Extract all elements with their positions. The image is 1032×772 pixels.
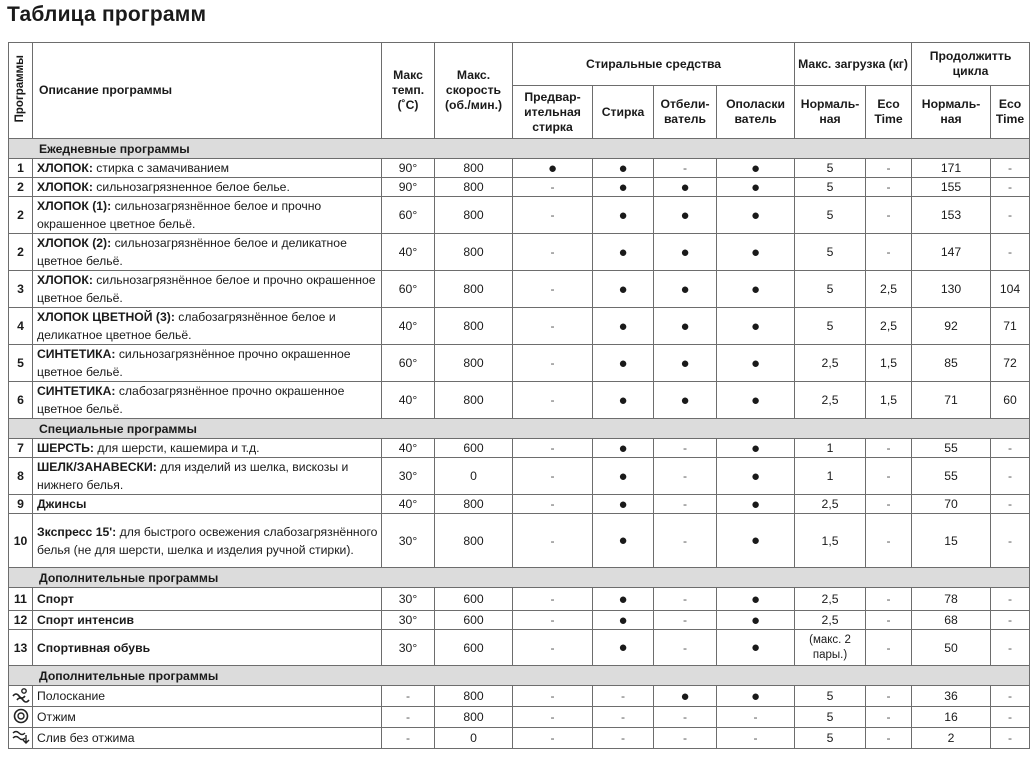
normal-duration-cell: 2 — [912, 728, 991, 749]
col-duration: Продолжитть цикла — [912, 43, 1030, 86]
program-name: ХЛОПОК ЦВЕТНОЙ (3): — [37, 310, 175, 324]
eco-load-cell: 1,5 — [866, 345, 912, 382]
max-speed-cell: 800 — [435, 514, 513, 568]
col-description: Описание программы — [33, 43, 382, 139]
program-number: 10 — [9, 514, 33, 568]
section-row — [9, 419, 1030, 439]
table-row — [9, 588, 1030, 611]
program-details: для шерсти, кашемира и т.д. — [93, 441, 260, 455]
table-row — [9, 271, 1030, 308]
eco-duration-cell: - — [991, 197, 1030, 234]
normal-duration-cell: 55 — [912, 439, 991, 458]
program-name: ХЛОПОК: — [37, 161, 93, 175]
rinse-aid-cell: ● — [717, 686, 795, 707]
table-row — [9, 439, 1030, 458]
max-speed-cell: 0 — [435, 458, 513, 495]
program-details: для изделий из шелка, вискозы и нижнего белья. — [37, 460, 349, 492]
eco-duration-cell: - — [991, 686, 1030, 707]
max-temp-cell: - — [382, 707, 435, 728]
program-details: для быстрого освежения слабозагрязнённого белья (не для шерсти, шелка и изделия ручной стирки). — [37, 524, 378, 557]
program-name: ХЛОПОК: — [37, 273, 93, 287]
rinse-aid-cell: ● — [717, 382, 795, 419]
pre-wash-cell: - — [513, 345, 593, 382]
table-row — [9, 611, 1030, 630]
normal-duration-cell: 153 — [912, 197, 991, 234]
pre-wash-cell: - — [513, 178, 593, 197]
table-row — [9, 178, 1030, 197]
normal-duration-cell: 50 — [912, 630, 991, 666]
program-icon-cell — [9, 707, 33, 728]
rinse-aid-cell: ● — [717, 630, 795, 666]
eco-duration-cell: - — [991, 728, 1030, 749]
section-row — [9, 666, 1030, 686]
normal-load-cell: 2,5 — [795, 382, 866, 419]
table-row — [9, 382, 1030, 419]
program-description — [33, 728, 382, 749]
program-description — [33, 345, 382, 382]
pre-wash-cell: - — [513, 382, 593, 419]
program-details: сильнозагрязнённое белое и прочно окрашенное цветное бельё. — [37, 199, 322, 231]
max-temp-cell: 30° — [382, 514, 435, 568]
page-title: Таблица программ — [7, 3, 207, 26]
col-rinse-aid: Ополаски ватель — [717, 86, 795, 139]
eco-duration-cell: - — [991, 159, 1030, 178]
eco-load-cell: - — [866, 611, 912, 630]
programs-table — [8, 42, 1030, 749]
program-number: 1 — [9, 159, 33, 178]
max-temp-cell: 60° — [382, 197, 435, 234]
normal-load-cell: 5 — [795, 197, 866, 234]
max-temp-cell: 40° — [382, 439, 435, 458]
normal-load-cell: (макс. 2 пары.) — [795, 630, 866, 666]
max-speed-cell: 600 — [435, 588, 513, 611]
normal-duration-cell: 85 — [912, 345, 991, 382]
program-number: 2 — [9, 197, 33, 234]
program-name: ХЛОПОК: — [37, 180, 93, 194]
pre-wash-cell: - — [513, 495, 593, 514]
eco-load-cell: - — [866, 178, 912, 197]
max-speed-cell: 800 — [435, 178, 513, 197]
max-temp-cell: 30° — [382, 458, 435, 495]
pre-wash-cell: - — [513, 707, 593, 728]
normal-load-cell: 5 — [795, 308, 866, 345]
col-wash: Стирка — [593, 86, 654, 139]
eco-load-cell: - — [866, 630, 912, 666]
program-description — [33, 439, 382, 458]
pre-wash-cell: - — [513, 686, 593, 707]
program-number: 4 — [9, 308, 33, 345]
bleach-cell: ● — [654, 308, 717, 345]
max-temp-cell: 90° — [382, 178, 435, 197]
table-row — [9, 495, 1030, 514]
wash-cell: ● — [593, 458, 654, 495]
rinse-aid-cell: ● — [717, 234, 795, 271]
rinse-aid-cell: ● — [717, 271, 795, 308]
program-details: сильнозагрязнённое белое и деликатное цветное бельё. — [37, 236, 347, 268]
bleach-cell: - — [654, 707, 717, 728]
max-speed-cell: 0 — [435, 728, 513, 749]
program-icon-cell — [9, 728, 33, 749]
bleach-cell: - — [654, 458, 717, 495]
max-temp-cell: 40° — [382, 308, 435, 345]
pre-wash-cell: - — [513, 308, 593, 345]
wash-cell: ● — [593, 234, 654, 271]
pre-wash-cell: - — [513, 611, 593, 630]
wash-cell: ● — [593, 197, 654, 234]
eco-load-cell: - — [866, 234, 912, 271]
section-title: Специальные программы — [9, 419, 1030, 439]
normal-duration-cell: 36 — [912, 686, 991, 707]
program-name: ХЛОПОК (1): — [37, 199, 112, 213]
eco-load-cell: - — [866, 495, 912, 514]
normal-duration-cell: 16 — [912, 707, 991, 728]
col-eco-load: Eco Time — [866, 86, 912, 139]
program-number: 2 — [9, 234, 33, 271]
eco-duration-cell: - — [991, 439, 1030, 458]
program-details: Полоскание — [37, 689, 106, 703]
program-number: 9 — [9, 495, 33, 514]
col-normal-duration: Нормаль- ная — [912, 86, 991, 139]
max-temp-cell: - — [382, 728, 435, 749]
bleach-cell: ● — [654, 345, 717, 382]
wash-cell: ● — [593, 308, 654, 345]
programs-table-body — [9, 139, 1030, 749]
program-details: сильнозагрязненное белое белье. — [92, 180, 290, 194]
normal-duration-cell: 171 — [912, 159, 991, 178]
program-description — [33, 514, 382, 568]
program-name: Спорт интенсив — [37, 613, 134, 627]
rinse-aid-cell: ● — [717, 197, 795, 234]
bleach-cell: ● — [654, 234, 717, 271]
normal-load-cell: 2,5 — [795, 588, 866, 611]
col-max-speed: Макс. скорость (об./мин.) — [435, 43, 513, 139]
max-temp-cell: 40° — [382, 382, 435, 419]
program-description — [33, 234, 382, 271]
eco-duration-cell: 72 — [991, 345, 1030, 382]
pre-wash-cell: - — [513, 630, 593, 666]
max-temp-cell: 90° — [382, 159, 435, 178]
program-number: 5 — [9, 345, 33, 382]
wash-cell: ● — [593, 514, 654, 568]
max-speed-cell: 800 — [435, 686, 513, 707]
normal-load-cell: 5 — [795, 707, 866, 728]
table-row — [9, 686, 1030, 707]
program-number: 2 — [9, 178, 33, 197]
eco-duration-cell: 60 — [991, 382, 1030, 419]
normal-load-cell: 5 — [795, 178, 866, 197]
program-details: сильнозагрязнённое белое и прочно окрашенное цветное бельё. — [37, 273, 376, 305]
max-speed-cell: 600 — [435, 439, 513, 458]
col-programs — [9, 43, 33, 139]
max-speed-cell: 800 — [435, 159, 513, 178]
program-description — [33, 458, 382, 495]
max-temp-cell: 40° — [382, 234, 435, 271]
max-temp-cell: 30° — [382, 588, 435, 611]
eco-load-cell: 2,5 — [866, 308, 912, 345]
col-max-temp: Макс темп. (˚C) — [382, 43, 435, 139]
pre-wash-cell: - — [513, 514, 593, 568]
eco-duration-cell: 71 — [991, 308, 1030, 345]
program-details: сильнозагрязнённое прочно окрашенное цветное бельё. — [37, 347, 351, 379]
section-title: Дополнительные программы — [9, 568, 1030, 588]
eco-duration-cell: - — [991, 458, 1030, 495]
drain-icon — [11, 729, 31, 748]
rinse-aid-cell: ● — [717, 588, 795, 611]
wash-cell: ● — [593, 630, 654, 666]
eco-load-cell: - — [866, 588, 912, 611]
normal-load-cell: 1 — [795, 439, 866, 458]
program-details: слабозагрязнённое прочно окрашенное цветное бельё. — [37, 384, 345, 416]
max-temp-cell: 40° — [382, 495, 435, 514]
eco-duration-cell: - — [991, 611, 1030, 630]
table-row — [9, 514, 1030, 568]
col-bleach: Отбели- ватель — [654, 86, 717, 139]
section-title: Дополнительные программы — [9, 666, 1030, 686]
pre-wash-cell: ● — [513, 159, 593, 178]
program-description — [33, 271, 382, 308]
col-eco-duration: Eco Time — [991, 86, 1030, 139]
program-details: слабозагрязнённое белое и деликатное цветное бельё. — [37, 310, 336, 342]
program-number: 11 — [9, 588, 33, 611]
wash-cell: ● — [593, 345, 654, 382]
max-speed-cell: 800 — [435, 271, 513, 308]
eco-duration-cell: 104 — [991, 271, 1030, 308]
rinse-aid-cell: ● — [717, 345, 795, 382]
program-number: 12 — [9, 611, 33, 630]
program-description — [33, 707, 382, 728]
normal-load-cell: 5 — [795, 271, 866, 308]
normal-load-cell: 1,5 — [795, 514, 866, 568]
pre-wash-cell: - — [513, 439, 593, 458]
wash-cell: ● — [593, 271, 654, 308]
normal-duration-cell: 71 — [912, 382, 991, 419]
program-number: 3 — [9, 271, 33, 308]
normal-duration-cell: 70 — [912, 495, 991, 514]
bleach-cell: ● — [654, 686, 717, 707]
normal-load-cell: 5 — [795, 159, 866, 178]
table-row — [9, 707, 1030, 728]
max-speed-cell: 800 — [435, 382, 513, 419]
bleach-cell: - — [654, 159, 717, 178]
normal-duration-cell: 68 — [912, 611, 991, 630]
rinse-aid-cell: ● — [717, 514, 795, 568]
program-description — [33, 308, 382, 345]
normal-duration-cell: 55 — [912, 458, 991, 495]
program-name: ШЕРСТЬ: — [37, 441, 94, 455]
eco-load-cell: - — [866, 686, 912, 707]
table-row — [9, 308, 1030, 345]
table-row — [9, 234, 1030, 271]
wash-cell: ● — [593, 439, 654, 458]
program-number: 8 — [9, 458, 33, 495]
normal-load-cell: 5 — [795, 686, 866, 707]
rinse-aid-cell: ● — [717, 178, 795, 197]
col-normal-load: Нормаль- ная — [795, 86, 866, 139]
table-row — [9, 630, 1030, 666]
program-name: Зкспресс 15': — [37, 524, 117, 539]
max-temp-cell: 60° — [382, 271, 435, 308]
normal-duration-cell: 147 — [912, 234, 991, 271]
rinse-aid-cell: ● — [717, 159, 795, 178]
wash-cell: ● — [593, 178, 654, 197]
program-description — [33, 611, 382, 630]
normal-load-cell: 1 — [795, 458, 866, 495]
program-description — [33, 495, 382, 514]
program-name: Джинсы — [37, 497, 87, 511]
bleach-cell: - — [654, 630, 717, 666]
normal-duration-cell: 155 — [912, 178, 991, 197]
bleach-cell: - — [654, 588, 717, 611]
program-number: 13 — [9, 630, 33, 666]
eco-load-cell: 1,5 — [866, 382, 912, 419]
eco-duration-cell: - — [991, 495, 1030, 514]
pre-wash-cell: - — [513, 197, 593, 234]
col-detergents: Стиральные средства — [513, 43, 795, 86]
program-description — [33, 630, 382, 666]
bleach-cell: ● — [654, 178, 717, 197]
program-name: ШЕЛК/ЗАНАВЕСКИ: — [37, 460, 157, 474]
eco-load-cell: - — [866, 439, 912, 458]
rinse-aid-cell: - — [717, 728, 795, 749]
max-speed-cell: 600 — [435, 630, 513, 666]
wash-cell: - — [593, 686, 654, 707]
max-speed-cell: 800 — [435, 495, 513, 514]
max-temp-cell: 60° — [382, 345, 435, 382]
pre-wash-cell: - — [513, 588, 593, 611]
bleach-cell: - — [654, 728, 717, 749]
table-row — [9, 197, 1030, 234]
wash-cell: - — [593, 728, 654, 749]
table-row — [9, 345, 1030, 382]
eco-load-cell: - — [866, 458, 912, 495]
eco-load-cell: 2,5 — [866, 271, 912, 308]
eco-duration-cell: - — [991, 707, 1030, 728]
bleach-cell: - — [654, 611, 717, 630]
eco-duration-cell: - — [991, 588, 1030, 611]
section-title: Ежедневные программы — [9, 139, 1030, 159]
eco-load-cell: - — [866, 707, 912, 728]
rinse-aid-cell: ● — [717, 439, 795, 458]
max-speed-cell: 800 — [435, 308, 513, 345]
bleach-cell: - — [654, 439, 717, 458]
wash-cell: - — [593, 707, 654, 728]
program-name: СИНТЕТИКА: — [37, 347, 116, 361]
pre-wash-cell: - — [513, 728, 593, 749]
program-description — [33, 159, 382, 178]
max-speed-cell: 800 — [435, 197, 513, 234]
program-details: стирка с замачиванием — [92, 161, 230, 175]
pre-wash-cell: - — [513, 458, 593, 495]
wash-cell: ● — [593, 588, 654, 611]
section-row — [9, 139, 1030, 159]
program-number: 7 — [9, 439, 33, 458]
max-temp-cell: 30° — [382, 630, 435, 666]
spin-icon — [11, 708, 31, 727]
eco-load-cell: - — [866, 514, 912, 568]
normal-load-cell: 2,5 — [795, 611, 866, 630]
max-temp-cell: 30° — [382, 611, 435, 630]
program-details: Слив без отжима — [37, 731, 135, 745]
eco-load-cell: - — [866, 728, 912, 749]
rinse-icon — [11, 687, 31, 706]
program-name: ХЛОПОК (2): — [37, 236, 112, 250]
normal-load-cell: 2,5 — [795, 495, 866, 514]
rinse-aid-cell: - — [717, 707, 795, 728]
bleach-cell: ● — [654, 271, 717, 308]
program-number: 6 — [9, 382, 33, 419]
max-temp-cell: - — [382, 686, 435, 707]
wash-cell: ● — [593, 159, 654, 178]
program-name: Спортивная обувь — [37, 640, 151, 655]
program-name: Спорт — [37, 592, 74, 606]
normal-load-cell: 5 — [795, 234, 866, 271]
rinse-aid-cell: ● — [717, 458, 795, 495]
eco-load-cell: - — [866, 197, 912, 234]
eco-duration-cell: - — [991, 178, 1030, 197]
wash-cell: ● — [593, 611, 654, 630]
eco-duration-cell: - — [991, 630, 1030, 666]
rinse-aid-cell: ● — [717, 611, 795, 630]
normal-load-cell: 5 — [795, 728, 866, 749]
table-row — [9, 728, 1030, 749]
bleach-cell: ● — [654, 382, 717, 419]
bleach-cell: ● — [654, 197, 717, 234]
max-speed-cell: 600 — [435, 611, 513, 630]
pre-wash-cell: - — [513, 234, 593, 271]
eco-duration-cell: - — [991, 514, 1030, 568]
eco-duration-cell: - — [991, 234, 1030, 271]
wash-cell: ● — [593, 495, 654, 514]
col-max-load: Макс. загрузка (кг) — [795, 43, 912, 86]
col-pre-wash: Предвар- ительная стирка — [513, 86, 593, 139]
table-row — [9, 458, 1030, 495]
eco-load-cell: - — [866, 159, 912, 178]
normal-duration-cell: 78 — [912, 588, 991, 611]
program-description — [33, 686, 382, 707]
program-description — [33, 588, 382, 611]
normal-duration-cell: 92 — [912, 308, 991, 345]
program-description — [33, 197, 382, 234]
max-speed-cell: 800 — [435, 234, 513, 271]
section-row — [9, 568, 1030, 588]
col-programs-label: Программы — [14, 54, 26, 123]
wash-cell: ● — [593, 382, 654, 419]
normal-duration-cell: 130 — [912, 271, 991, 308]
normal-load-cell: 2,5 — [795, 345, 866, 382]
program-details: Отжим — [37, 710, 76, 724]
normal-duration-cell: 15 — [912, 514, 991, 568]
rinse-aid-cell: ● — [717, 308, 795, 345]
max-speed-cell: 800 — [435, 345, 513, 382]
program-name: СИНТЕТИКА: — [37, 384, 116, 398]
rinse-aid-cell: ● — [717, 495, 795, 514]
bleach-cell: - — [654, 514, 717, 568]
max-speed-cell: 800 — [435, 707, 513, 728]
program-icon-cell — [9, 686, 33, 707]
program-description — [33, 382, 382, 419]
table-row — [9, 159, 1030, 178]
pre-wash-cell: - — [513, 271, 593, 308]
bleach-cell: - — [654, 495, 717, 514]
program-description — [33, 178, 382, 197]
